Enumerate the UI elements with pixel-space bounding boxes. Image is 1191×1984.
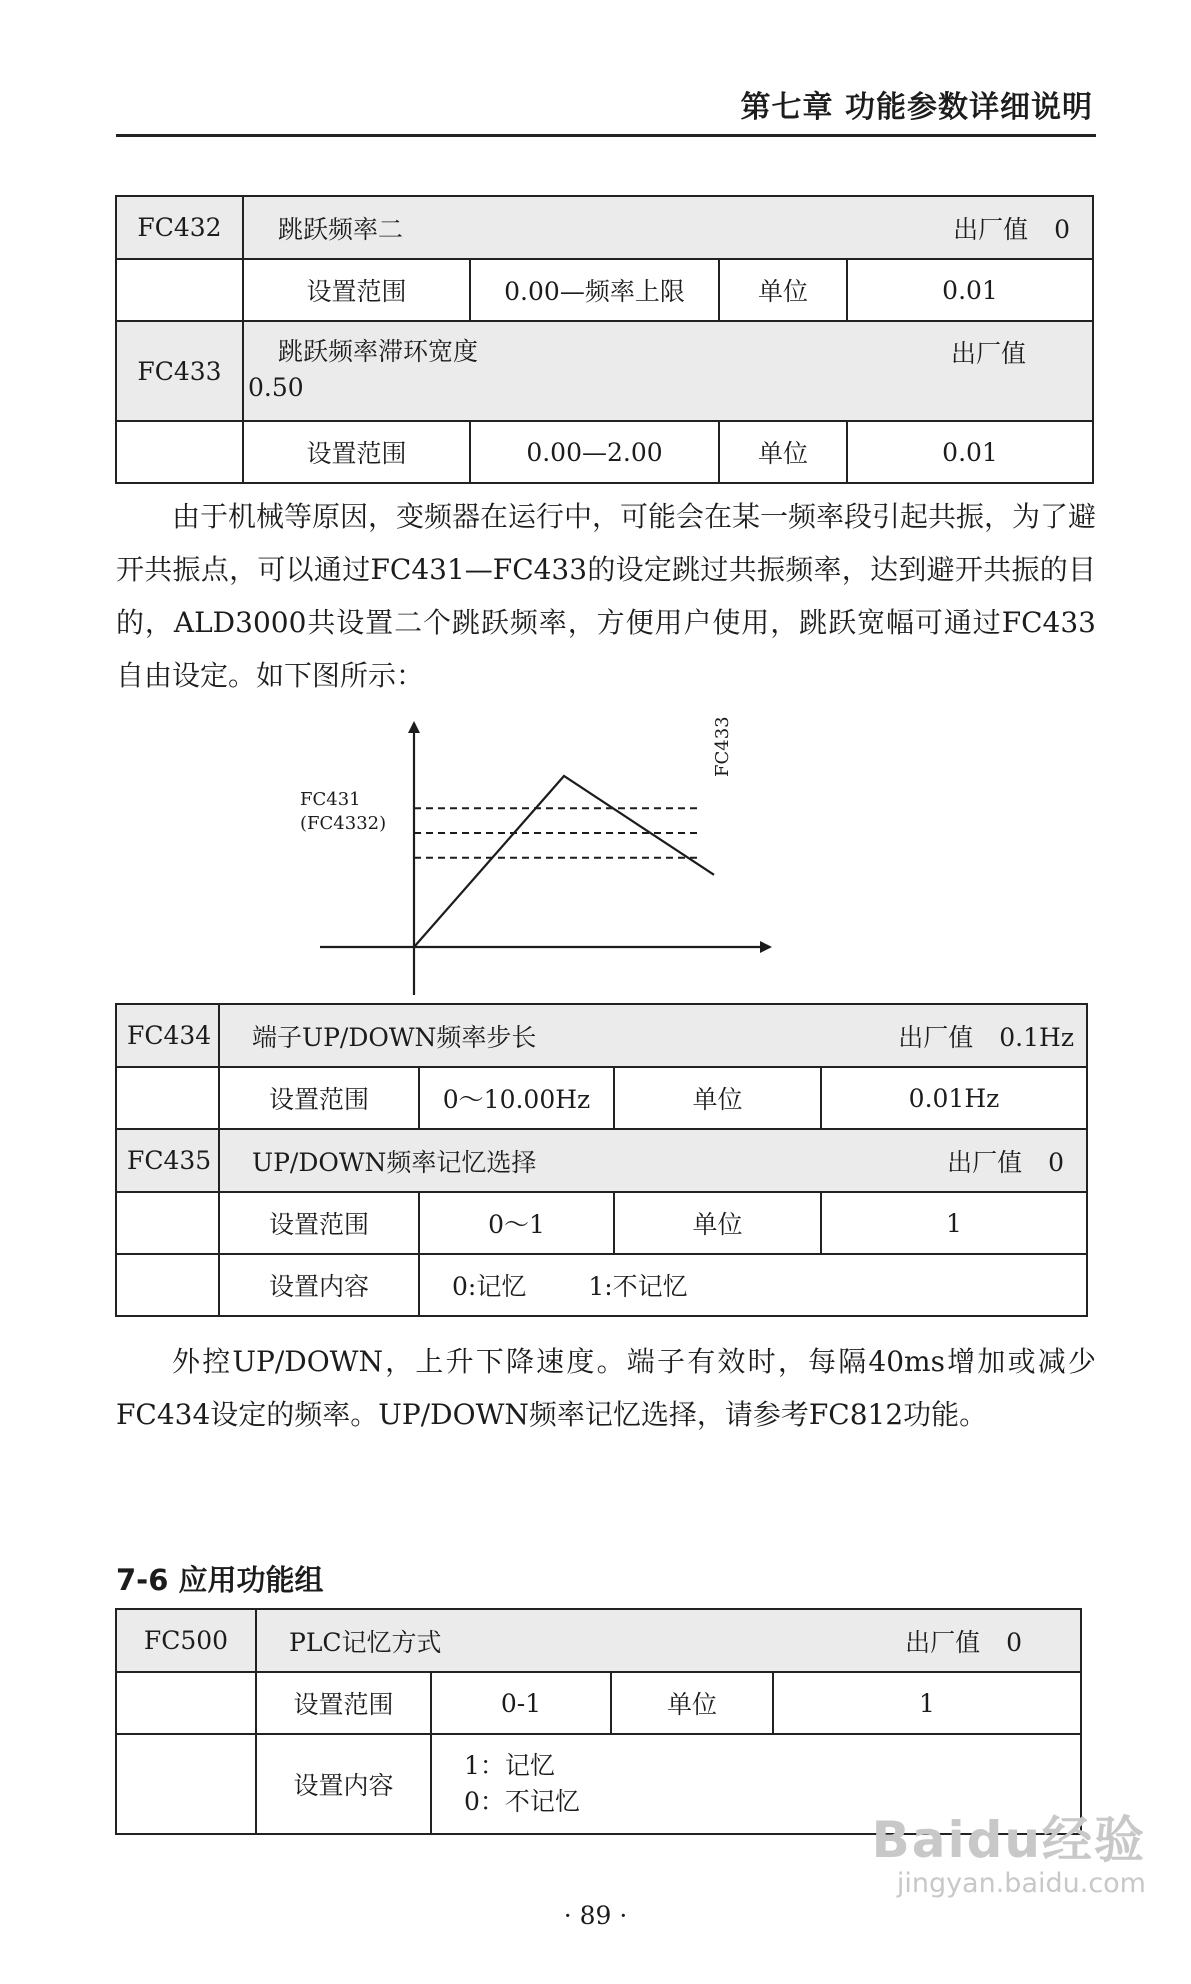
factory-label: 出厂值 bbox=[951, 339, 1027, 368]
watermark-logo-text: Baidu经验 bbox=[871, 1811, 1146, 1869]
factory-label: 出厂值 bbox=[898, 1022, 974, 1052]
factory-label: 出厂值 bbox=[953, 214, 1029, 244]
param-title-row bbox=[243, 196, 1093, 259]
empty-cell bbox=[116, 1254, 219, 1316]
empty-cell bbox=[116, 1067, 219, 1129]
param-table-fc432-fc433 bbox=[115, 195, 1094, 484]
range-label: 设置范围 bbox=[256, 1672, 431, 1734]
param-title-row bbox=[219, 1129, 1087, 1192]
content-label: 设置内容 bbox=[256, 1734, 431, 1834]
range-value: 0～10.00Hz bbox=[419, 1067, 614, 1129]
param-code: FC433 bbox=[116, 321, 243, 421]
empty-cell bbox=[116, 1192, 219, 1254]
range-label: 设置范围 bbox=[219, 1067, 419, 1129]
chart-label-fc431: FC431 bbox=[300, 789, 361, 810]
content-value bbox=[419, 1254, 1087, 1316]
content-option: 0：不记忆 bbox=[464, 1787, 580, 1816]
param-title-row bbox=[256, 1609, 1081, 1672]
empty-cell bbox=[116, 1672, 256, 1734]
factory-value: 0.1Hz bbox=[999, 1022, 1074, 1052]
range-value: 0-1 bbox=[431, 1672, 611, 1734]
factory-value: 0.50 bbox=[248, 373, 304, 402]
range-label: 设置范围 bbox=[243, 421, 470, 483]
content-option: 0:记忆 bbox=[452, 1272, 527, 1301]
unit-value: 0.01Hz bbox=[821, 1067, 1087, 1129]
factory-default bbox=[905, 1623, 1022, 1659]
baidu-watermark bbox=[872, 1800, 1146, 1899]
unit-label: 单位 bbox=[614, 1067, 821, 1129]
param-code: FC434 bbox=[116, 1004, 219, 1067]
empty-cell bbox=[116, 421, 243, 483]
range-value: 0～1 bbox=[419, 1192, 614, 1254]
unit-value: 0.01 bbox=[847, 259, 1093, 321]
paragraph-up-down: 外控UP/DOWN，上升下降速度。端子有效时，每隔40ms增加或减少FC434设定的频率。UP/DOWN频率记忆选择，请参考FC812功能。 bbox=[116, 1345, 1096, 1431]
unit-label: 单位 bbox=[719, 259, 847, 321]
chart-label-fc433: FC433 bbox=[712, 716, 733, 777]
param-table-fc434-fc435 bbox=[115, 1003, 1088, 1317]
unit-label: 单位 bbox=[611, 1672, 773, 1734]
frequency-curve bbox=[414, 776, 714, 947]
factory-value: 0 bbox=[1048, 1147, 1064, 1177]
param-title-row bbox=[243, 321, 1093, 421]
range-value: 0.00—频率上限 bbox=[470, 259, 719, 321]
param-name: 端子UP/DOWN频率步长 bbox=[252, 1022, 537, 1052]
watermark-url: jingyan.baidu.com bbox=[896, 1868, 1146, 1899]
range-label: 设置范围 bbox=[243, 259, 470, 321]
factory-label: 出厂值 bbox=[905, 1627, 981, 1657]
factory-default bbox=[953, 210, 1070, 246]
section-heading: 7-6 应用功能组 bbox=[116, 1563, 324, 1597]
content-option: 1:不记忆 bbox=[588, 1272, 688, 1301]
param-title-row bbox=[219, 1004, 1087, 1067]
factory-default bbox=[947, 1143, 1064, 1179]
factory-label: 出厂值 bbox=[947, 1147, 1023, 1177]
param-name: UP/DOWN频率记忆选择 bbox=[252, 1147, 537, 1177]
param-code: FC500 bbox=[116, 1609, 256, 1672]
empty-cell bbox=[116, 259, 243, 321]
unit-label: 单位 bbox=[614, 1192, 821, 1254]
unit-value: 1 bbox=[821, 1192, 1087, 1254]
content-option: 1：记忆 bbox=[464, 1751, 555, 1780]
header-divider bbox=[116, 134, 1096, 137]
param-code: FC435 bbox=[116, 1129, 219, 1192]
unit-value: 0.01 bbox=[847, 421, 1093, 483]
unit-value: 1 bbox=[773, 1672, 1081, 1734]
page-number: · 89 · bbox=[563, 1901, 628, 1930]
param-name: PLC记忆方式 bbox=[289, 1627, 442, 1657]
param-name: 跳跃频率二 bbox=[278, 214, 404, 244]
range-value: 0.00—2.00 bbox=[470, 421, 719, 483]
param-code: FC432 bbox=[116, 196, 243, 259]
factory-value: 0 bbox=[1006, 1627, 1022, 1657]
skip-frequency-chart bbox=[300, 705, 780, 1005]
param-name: 跳跃频率滞环宽度 bbox=[278, 337, 479, 366]
factory-default bbox=[898, 1018, 1074, 1054]
paragraph-skip-frequency: 由于机械等原因，变频器在运行中，可能会在某一频率段引起共振，为了避开共振点，可以通过FC431—FC433的设定跳过共振频率，达到避开共振的目的，ALD3000共设置二个跳跃频率，方便用户使用，跳跃宽幅可通过FC433自由设定。如下图所示： bbox=[116, 500, 1097, 692]
empty-cell bbox=[116, 1734, 256, 1834]
factory-value: 0 bbox=[1054, 214, 1071, 244]
range-label: 设置范围 bbox=[219, 1192, 419, 1254]
chapter-title: 第七章 功能参数详细说明 bbox=[740, 90, 1093, 125]
unit-label: 单位 bbox=[719, 421, 847, 483]
content-label: 设置内容 bbox=[219, 1254, 419, 1316]
chart-label-fc4332: (FC4332) bbox=[300, 813, 387, 834]
